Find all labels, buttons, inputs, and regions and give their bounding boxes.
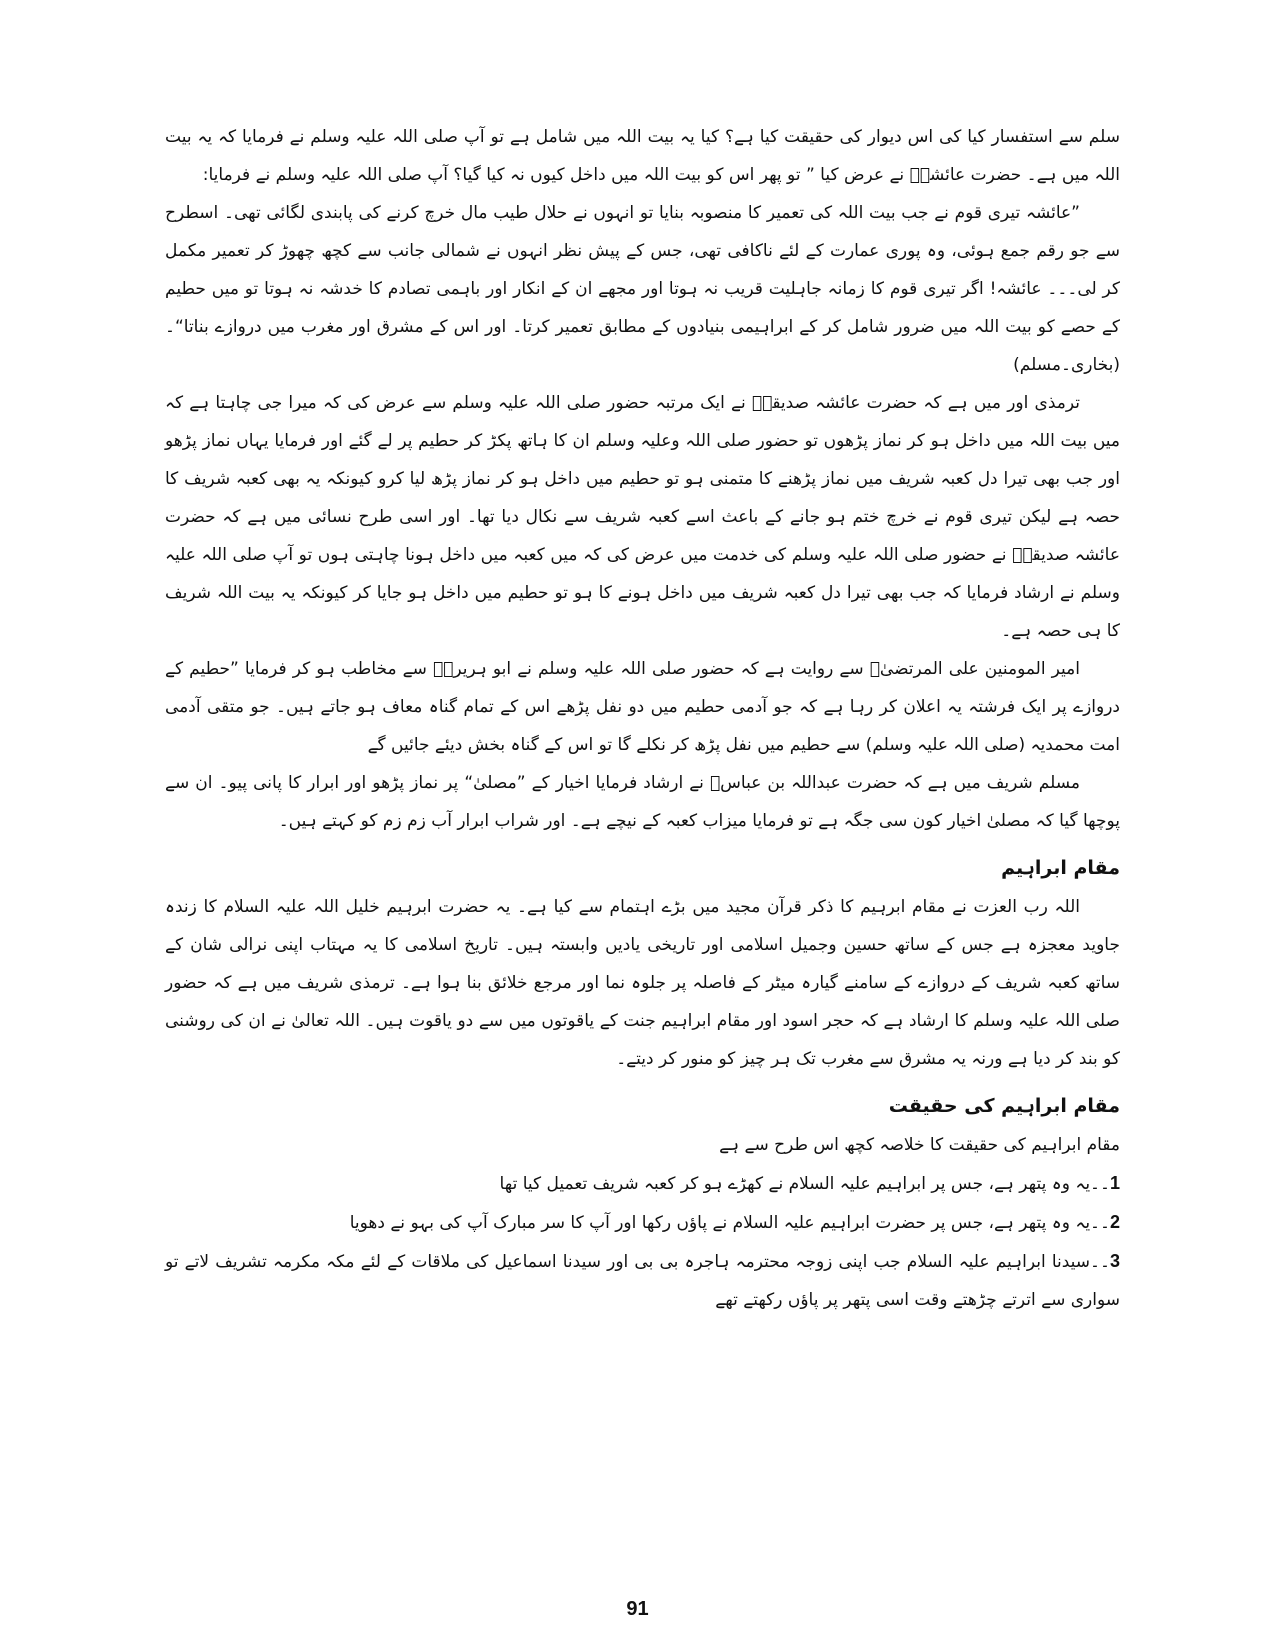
section-heading: مقام ابراہیم xyxy=(1001,857,1120,879)
paragraph: اللہ رب العزت نے مقام ابرہیم کا ذکر قرآن مجید میں بڑے اہتمام سے کیا ہے۔ یہ حضرت ابرہیم خلیل اللہ علیہ السلام کا زندہ جاوید معجزہ ہے جس کے ساتھ حسین وجمیل اسلامی اور تاریخی یادیں وابستہ ہیں۔ تاریخ اسلامی کا یہ مہتاب اپنی نرالی شان کے ساتھ کعبہ شریف کے دروازے کے سامنے گیارہ میٹر کے فاصلہ پر جلوہ نما اور مرجع خلائق بنا ہوا ہے۔ ترمذی شریف میں ہے کہ حضور صلی اللہ علیہ وسلم کا ارشاد ہے کہ حجر اسود اور مقام ابراہیم جنت کے یاقوتوں میں سے دو یاقوت ہیں۔ اللہ تعالیٰ نے ان کی روشنی کو بند کر دیا ہے ورنہ یہ مشرق سے مغرب تک ہر چیز کو منور کر دیتے۔ xyxy=(165,897,1120,1069)
list-item-text: ۔۔سیدنا ابراہیم علیہ السلام جب اپنی زوجہ محترمہ ہاجرہ بی بی اور سیدنا اسماعیل کی ملاقات کے لئے مکہ مکرمہ تشریف لاتے تو سواری سے اترتے چڑھتے وقت اسی پتھر پر پاؤں رکھتے تھے xyxy=(165,1252,1120,1310)
paragraph: ترمذی اور میں ہے کہ حضرت عائشہ صدیقہؓ نے ایک مرتبہ حضور صلی اللہ علیہ وسلم سے عرض کی کہ میرا جی چاہتا ہے کہ میں بیت اللہ میں داخل ہو کر نماز پڑھوں تو حضور صلی اللہ وعلیہ وسلم ان کا ہاتھ پکڑ کر حطیم پر لے گئے اور فرمایا یہاں نماز پڑھو اور جب بھی تیرا دل کعبہ شریف میں نماز پڑھنے کا متمنی ہو تو حطیم میں داخل ہو کر نماز پڑھ لیا کرو کیونکہ یہ بھی کعبہ شریف کا حصہ ہے لیکن تیری قوم نے خرچ ختم ہو جانے کے باعث اسے کعبہ شریف سے نکال دیا تھا۔ اور اسی طرح نسائی میں ہے کہ حضرت عائشہ صدیقہؓ نے حضور صلی اللہ علیہ وسلم کی خدمت میں عرض کی کہ میں کعبہ میں داخل ہونا چاہتی ہوں تو آپ صلی اللہ علیہ وسلم نے ارشاد فرمایا کہ جب بھی تیرا دل کعبہ شریف میں داخل ہونے کا ہو تو حطیم میں داخل ہو جایا کر کیونکہ یہ بیت اللہ شریف کا ہی حصہ ہے۔ xyxy=(165,393,1120,641)
document-body xyxy=(165,118,1120,1319)
page-number: 91 xyxy=(626,1598,649,1620)
list-item xyxy=(165,1203,1120,1242)
list-item-text: ۔۔یہ وہ پتھر ہے، جس پر ابراہیم علیہ السلام نے کھڑے ہو کر کعبہ شریف تعمیل کیا تھا xyxy=(499,1174,1110,1194)
list-item-number: 3 xyxy=(1109,1251,1120,1271)
list-item xyxy=(165,1164,1120,1203)
list-item-number: 2 xyxy=(1109,1212,1120,1232)
paragraph: ”عائشہ تیری قوم نے جب بیت اللہ کی تعمیر کا منصوبہ بنایا تو انہوں نے حلال طیب مال خرچ کرنے کی پابندی لگائی تھی۔ اسطرح سے جو رقم جمع ہوئی، وہ پوری عمارت کے لئے ناکافی تھی، جس کے پیش نظر انہوں نے شمالی جانب سے کچھ چھوڑ کر تعمیر مکمل کر لی۔۔۔ عائشہ! اگر تیری قوم کا زمانہ جاہلیت قریب نہ ہوتا اور مجھے ان کے انکار اور باہمی تصادم کا خدشہ نہ ہوتا تو میں حطیم کے حصے کو بیت اللہ میں ضرور شامل کر کے ابراہیمی بنیادوں کے مطابق تعمیر کرتا۔ اور اس کے مشرق اور مغرب میں دروازے بناتا“۔ (بخاری۔مسلم) xyxy=(165,203,1120,375)
section-heading: مقام ابراہیم کی حقیقت xyxy=(888,1095,1120,1117)
list-item-text: ۔۔یہ وہ پتھر ہے، جس پر حضرت ابراہیم علیہ السلام نے پاؤں رکھا اور آپ کا سر مبارک آپ کی بہو نے دھویا xyxy=(349,1213,1110,1233)
paragraph: امیر المومنین علی المرتضیٰؓ سے روایت ہے کہ حضور صلی اللہ علیہ وسلم نے ابو ہریرہؓ سے مخاطب ہو کر فرمایا ”حطیم کے دروازے پر ایک فرشتہ یہ اعلان کر رہا ہے کہ جو آدمی حطیم میں دو نفل پڑھے اس کے تمام گناہ معاف ہو جاتے ہیں۔ جو متقی آدمی امت محمدیہ (صلی اللہ علیہ وسلم) سے حطیم میں نفل پڑھ کر نکلے گا تو اس کے گناہ بخش دیئے جائیں گے xyxy=(165,659,1120,755)
paragraph: مسلم شریف میں ہے کہ حضرت عبداللہ بن عباسؓ نے ارشاد فرمایا اخیار کے ”مصلیٰ“ پر نماز پڑھو اور ابرار کا پانی پیو۔ ان سے پوچھا گیا کہ مصلیٰ اخیار کون سی جگہ ہے تو فرمایا میزاب کعبہ کے نیچے ہے۔ اور شراب ابرار آب زم زم کو کہتے ہیں۔ xyxy=(165,773,1120,831)
list-item-number: 1 xyxy=(1109,1173,1120,1193)
paragraph: سلم سے استفسار کیا کی اس دیوار کی حقیقت کیا ہے؟ کیا یہ بیت اللہ میں شامل ہے تو آپ صلی اللہ علیہ وسلم نے فرمایا کہ یہ بیت اللہ میں ہے۔ حضرت عائشہؓ نے عرض کیا ” تو پھر اس کو بیت اللہ میں داخل کیوں نہ کیا گیا؟ آپ صلی اللہ علیہ وسلم نے فرمایا: xyxy=(165,127,1120,185)
list-item xyxy=(165,1242,1120,1319)
summary-intro: مقام ابراہیم کی حقیقت کا خلاصہ کچھ اس طرح سے ہے xyxy=(719,1135,1120,1155)
